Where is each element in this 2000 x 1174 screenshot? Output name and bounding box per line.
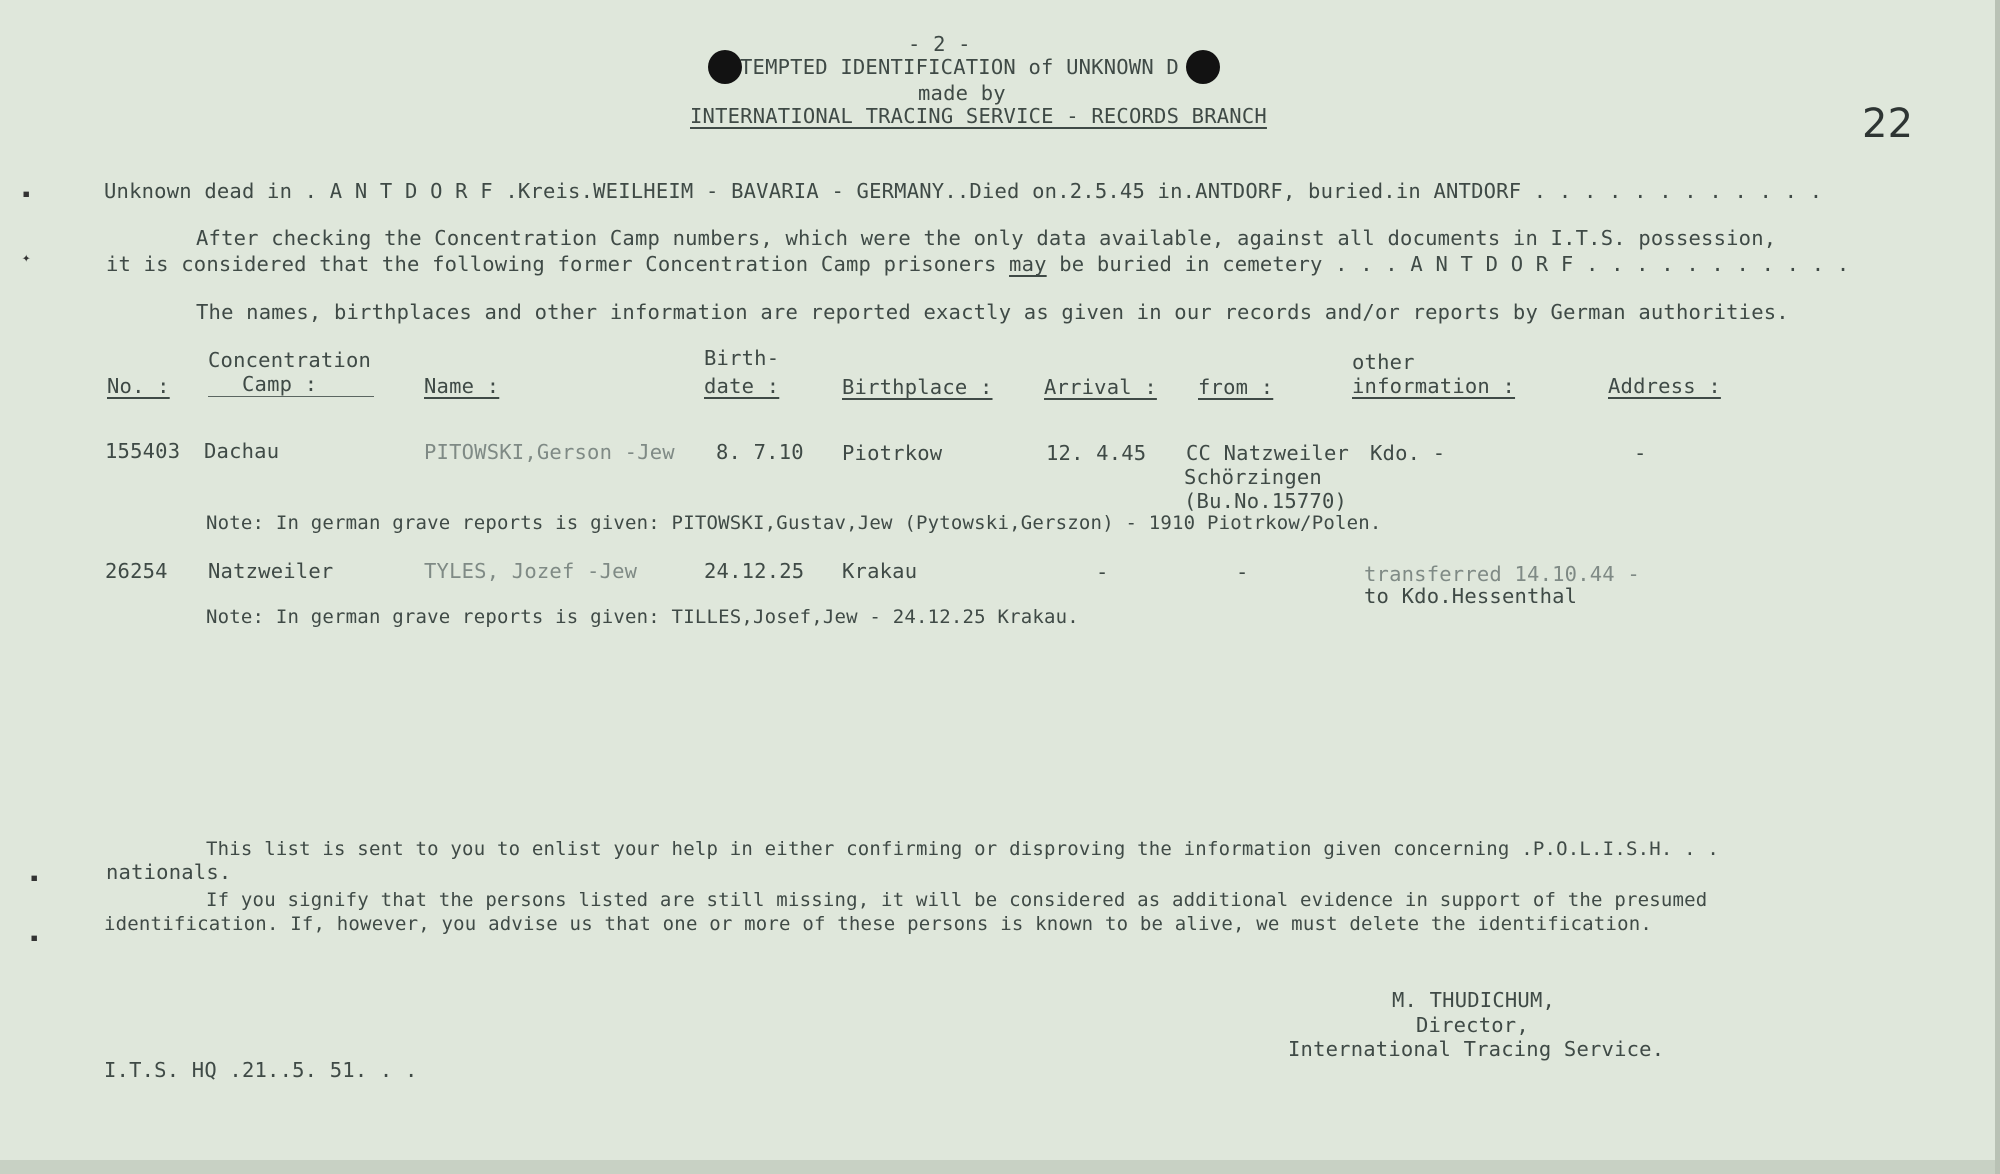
camp-underline <box>208 396 374 397</box>
record-2-arrival: - <box>1096 560 1109 584</box>
after-checking-line-1: After checking the Concentration Camp numbers, which were the only data available, against all documents in I.T.S. possession, <box>196 226 1777 250</box>
after-checking-cemetery: be buried in cemetery . . . A N T D O R F . . . . . . . . . . . <box>1046 252 1850 276</box>
margin-mark: ▪ <box>30 870 39 886</box>
after-checking-line-2 <box>106 252 1849 277</box>
col-other-bottom: information : <box>1352 374 1516 398</box>
unknown-dead-line: Unknown dead in . A N T D O R F .Kreis.WEILHEIM - BAVARIA - GERMANY..Died on.2.5.45 in.ANTDORF, buried.in ANTDORF . . . . . . . . . . . . <box>104 179 1823 203</box>
record-2-other-1: transferred 14.10.44 - <box>1364 562 1640 586</box>
page-marker: - 2 - <box>908 32 971 56</box>
record-1-camp: Dachau <box>204 439 280 463</box>
record-2-from: - <box>1236 560 1249 584</box>
record-2-name: TYLES, Jozef -Jew <box>424 559 638 583</box>
closing-line-1: This list is sent to you to enlist your help in either confirming or disproving the information given concerning .P.O.L.I.S.H. . . <box>206 838 1720 860</box>
may-underlined: may <box>1009 252 1047 276</box>
record-1-address: - <box>1634 441 1647 465</box>
record-1-other: Kdo. - <box>1370 441 1446 465</box>
col-from: from : <box>1198 375 1274 399</box>
record-2-other-2: to Kdo.Hessenthal <box>1364 584 1578 608</box>
record-1-birthdate: 8. 7.10 <box>716 440 804 464</box>
punch-hole-left <box>708 50 742 84</box>
punch-hole-right <box>1186 50 1220 84</box>
col-no: No. : <box>107 374 170 398</box>
after-checking-text: it is considered that the following former Concentration Camp prisoners <box>106 252 1010 276</box>
record-1-arrival: 12. 4.45 <box>1046 441 1147 465</box>
record-2-birthdate: 24.12.25 <box>704 559 805 583</box>
record-2-note: Note: In german grave reports is given: TILLES,Josef,Jew - 24.12.25 Krakau. <box>206 606 1079 628</box>
col-birthplace: Birthplace : <box>842 375 993 399</box>
col-birthdate-top: Birth- <box>704 346 780 370</box>
col-birthdate-bottom: date : <box>704 374 780 398</box>
record-1-from-2: Schörzingen <box>1184 465 1322 489</box>
col-arrival: Arrival : <box>1044 375 1157 399</box>
page-number: 22 <box>1862 101 1914 147</box>
signatory-title: Director, <box>1416 1013 1529 1037</box>
record-1-from-1: CC Natzweiler <box>1186 441 1350 465</box>
col-other-top: other <box>1352 350 1415 374</box>
paper-edge <box>0 1160 2000 1174</box>
closing-line-3: If you signify that the persons listed are still missing, it will be considered as additional evidence in support of the presumed <box>206 889 1708 911</box>
margin-mark: ▪ <box>30 930 39 946</box>
document-title: TEMPTED IDENTIFICATION of UNKNOWN D <box>740 55 1179 79</box>
margin-mark: ✦ <box>22 250 31 266</box>
closing-line-2: nationals. <box>106 860 232 884</box>
margin-mark: ▪ <box>22 186 31 202</box>
record-1-name: PITOWSKI,Gerson -Jew <box>424 440 675 464</box>
made-by: made by <box>918 81 1006 105</box>
col-camp-top: Concentration <box>208 348 372 372</box>
records-branch: INTERNATIONAL TRACING SERVICE - RECORDS BRANCH <box>690 104 1267 128</box>
record-1-birthplace: Piotrkow <box>842 441 943 465</box>
names-note: The names, birthplaces and other information are reported exactly as given in our records and/or reports by German authorities. <box>196 300 1789 324</box>
record-2-no: 26254 <box>105 559 168 583</box>
record-1-from-3: (Bu.No.15770) <box>1184 489 1348 513</box>
paper-edge-right <box>1995 0 2000 1174</box>
col-name: Name : <box>424 374 500 398</box>
col-address: Address : <box>1608 374 1721 398</box>
record-2-camp: Natzweiler <box>208 559 334 583</box>
col-camp-bottom: Camp : <box>242 372 318 396</box>
closing-line-4: identification. If, however, you advise us that one or more of these persons is known to be alive, we must delete the identification. <box>104 913 1652 935</box>
place-date: I.T.S. HQ .21..5. 51. . . <box>104 1058 418 1082</box>
record-2-birthplace: Krakau <box>842 559 918 583</box>
signatory-org: International Tracing Service. <box>1288 1037 1665 1061</box>
signatory-name: M. THUDICHUM, <box>1392 988 1556 1012</box>
record-1-no: 155403 <box>105 439 181 463</box>
record-1-note: Note: In german grave reports is given: PITOWSKI,Gustav,Jew (Pytowski,Gerszon) - 1910 Piotrkow/Polen. <box>206 512 1382 534</box>
